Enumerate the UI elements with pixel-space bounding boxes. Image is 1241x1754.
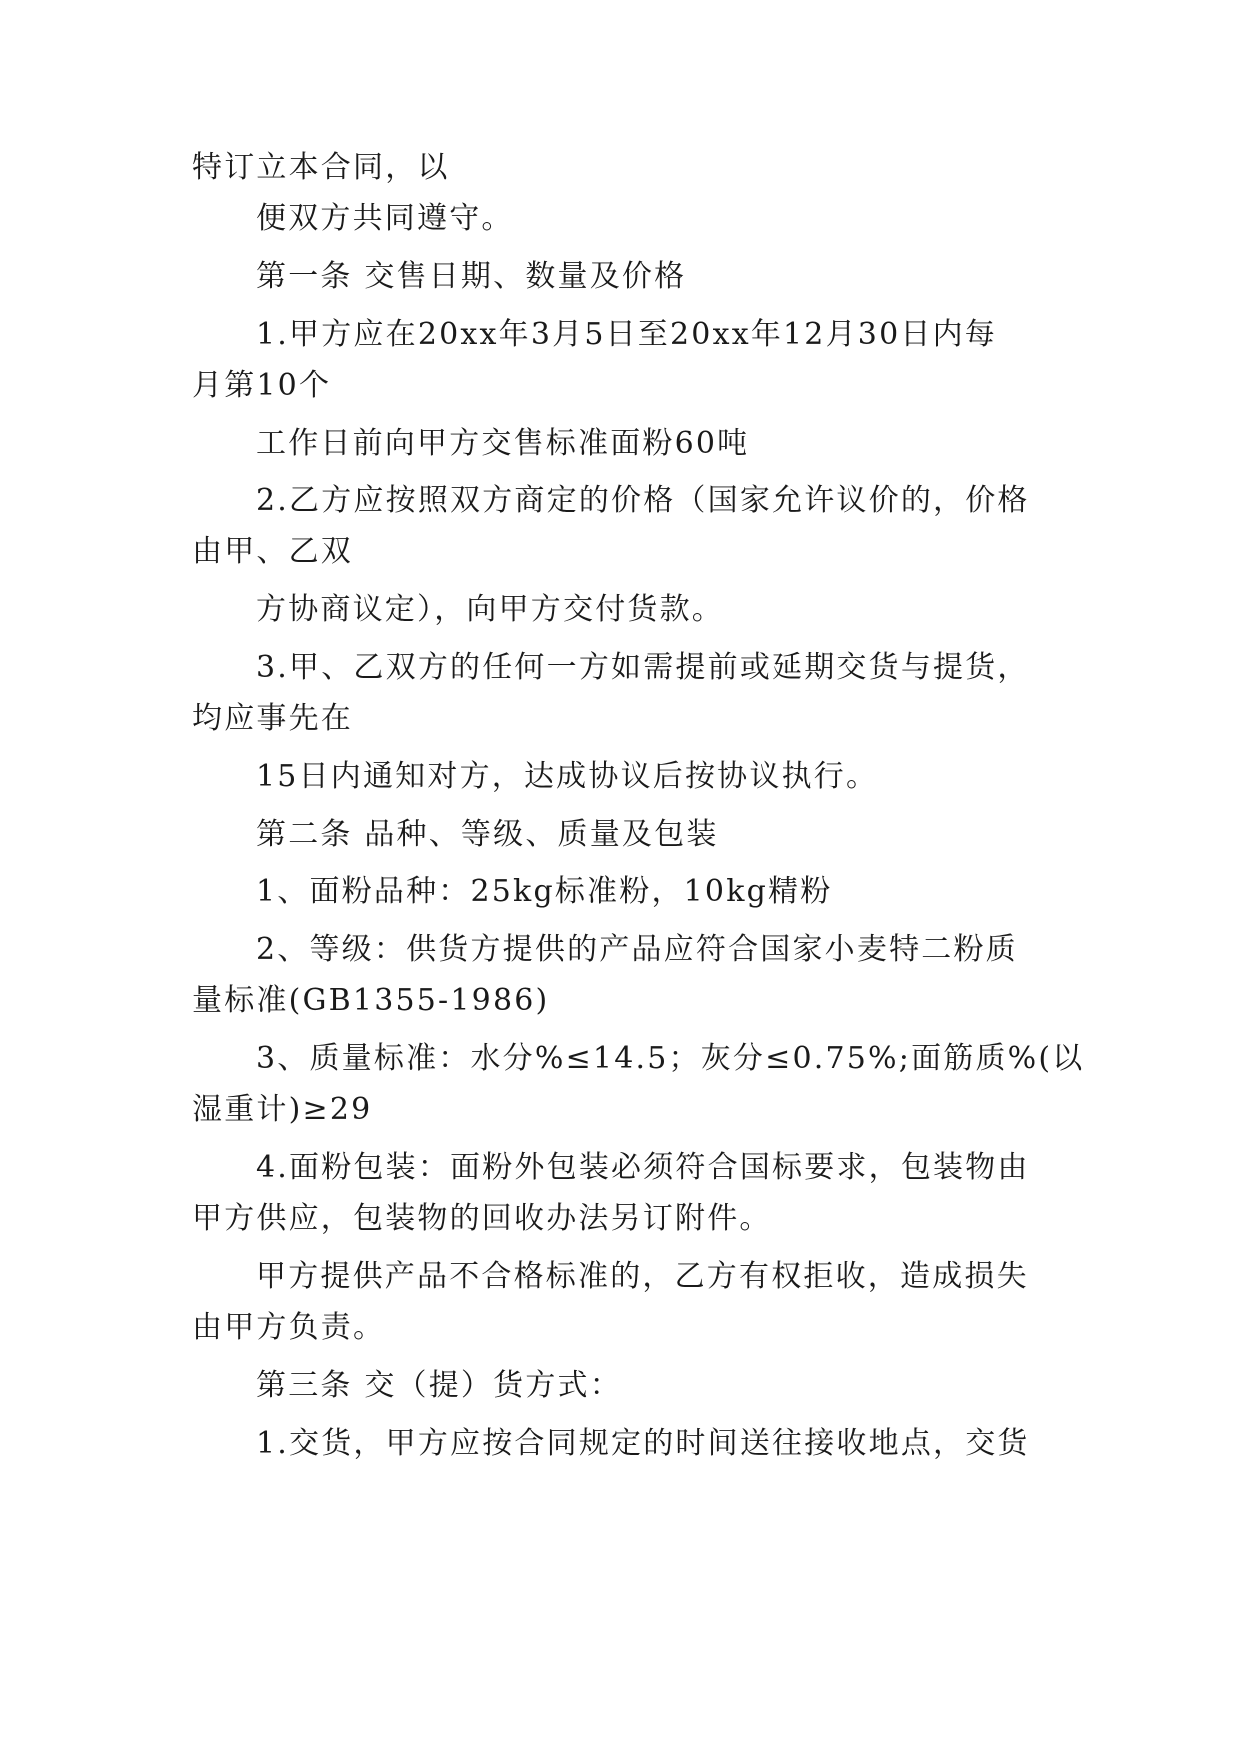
text-line: 均应事先在 xyxy=(192,701,353,736)
text-line: 便双方共同遵守。 xyxy=(256,201,514,236)
text-line: 1.交货，甲方应按合同规定的时间送往接收地点，交货 xyxy=(256,1426,1030,1461)
text-line: 由甲、乙双 xyxy=(192,534,353,569)
text-line: 特订立本合同，以 xyxy=(192,150,450,185)
text-line: 3、质量标准：水分%≤14.5；灰分≤0.75%;面筋质%(以 xyxy=(256,1041,1085,1076)
text-line: 方协商议定），向甲方交付货款。 xyxy=(256,592,724,627)
text-line: 工作日前向甲方交售标准面粉60吨 xyxy=(256,426,750,461)
text-line: 2.乙方应按照双方商定的价格（国家允许议价的，价格 xyxy=(256,483,1030,518)
section-heading: 第三条 交（提）货方式： xyxy=(256,1368,622,1403)
text-line: 甲方供应，包装物的回收办法另订附件。 xyxy=(192,1201,772,1236)
text-line: 湿重计)≥29 xyxy=(192,1092,373,1127)
text-line: 1、面粉品种：25kg标准粉，10kg精粉 xyxy=(256,874,833,909)
text-line: 量标准(GB1355-1986) xyxy=(192,983,550,1018)
text-line: 月第10个 xyxy=(192,368,332,403)
text-line: 甲方提供产品不合格标准的，乙方有权拒收，造成损失 xyxy=(256,1259,1029,1294)
text-line: 4.面粉包装：面粉外包装必须符合国标要求，包装物由 xyxy=(256,1150,1030,1185)
text-line: 1.甲方应在20xx年3月5日至20xx年12月30日内每 xyxy=(256,317,997,352)
text-line: 2、等级：供货方提供的产品应符合国家小麦特二粉质 xyxy=(256,932,1018,967)
section-heading: 第一条 交售日期、数量及价格 xyxy=(256,259,687,294)
text-line: 由甲方负责。 xyxy=(192,1310,386,1345)
text-line: 3.甲、乙双方的任何一方如需提前或延期交货与提货， xyxy=(256,650,1030,685)
text-line: 15日内通知对方，达成协议后按协议执行。 xyxy=(256,759,879,794)
section-heading: 第二条 品种、等级、质量及包装 xyxy=(256,817,719,852)
